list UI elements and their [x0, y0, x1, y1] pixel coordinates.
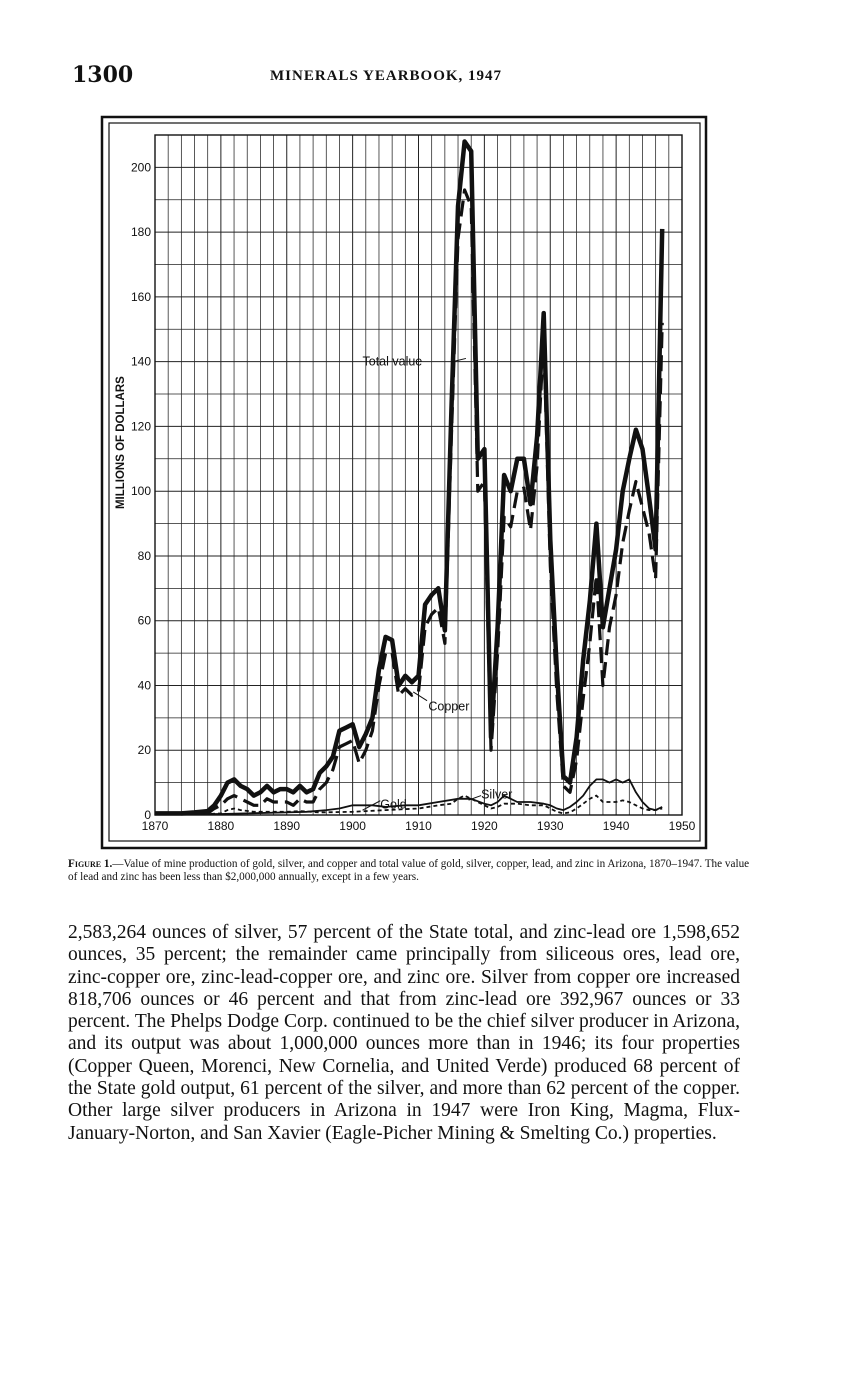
y-axis-label: MILLIONS OF DOLLARS	[115, 376, 127, 510]
y-tick-label: 120	[130, 419, 151, 434]
x-tick-label: 1880	[207, 819, 235, 833]
y-tick-label: 160	[130, 289, 151, 304]
running-title: MINERALS YEARBOOK, 1947	[270, 68, 503, 84]
y-tick-label: 200	[130, 160, 151, 175]
inner-frame	[109, 123, 700, 841]
y-tick-labels	[131, 160, 151, 822]
annotation-copper: Copper	[428, 699, 470, 714]
x-tick-label: 1890	[273, 819, 301, 833]
y-tick-label: 80	[137, 548, 151, 563]
body-paragraph: 2,583,264 ounces of silver, 57 percent of the State total, and zinc-lead ore 1,598,652 ounces, 35 percent; the remainder came principally from siliceous ores, lead ore, zinc-copper ore, zinc-lead-copper ore, and zinc ore. Silver from copper ore increased 818,706 ounces or 46 percent and that from zinc-lead ore 392,967 ounces or 33 percent. The Phelps Dodge Corp. continued to be the chief silver producer in Arizona, and its output was about 1,000,000 ounces more than in 1946; its four properties (Copper Queen, Morenci, New Cornelia, and United Verde) produced 68 percent of the State gold output, 61 percent of the silver, and more than 62 percent of the copper. Other large silver producers in Arizona in 1947 were Iron King, Magma, Flux-January-Norton, and San Xavier (Eagle-Picher Mining & Smelting Co.) properties.	[68, 922, 740, 1144]
y-tick-label: 20	[137, 743, 151, 758]
y-tick-label: 180	[130, 225, 151, 240]
x-tick-label: 1920	[471, 819, 498, 833]
y-tick-label: 140	[130, 354, 151, 369]
x-tick-labels	[142, 819, 696, 833]
annotation-gold: Gold	[380, 797, 407, 812]
series-lines	[155, 142, 662, 815]
annotation-silver: Silver	[481, 787, 513, 802]
annotation-leader	[413, 692, 427, 701]
grid	[155, 135, 682, 815]
figure-caption	[68, 858, 758, 883]
y-tick-label: 100	[130, 484, 151, 499]
series-line-total-value	[155, 142, 662, 814]
outer-frame	[102, 117, 706, 848]
page-number: 1300	[72, 62, 134, 88]
mine-production-chart	[100, 115, 710, 853]
caption-label: Figure 1.	[68, 858, 113, 870]
y-tick-label: 60	[137, 613, 151, 628]
y-tick-label: 0	[144, 808, 151, 822]
x-tick-label: 1900	[339, 819, 366, 833]
x-tick-label: 1930	[536, 819, 564, 833]
y-tick-label: 40	[137, 678, 151, 693]
annotation-total-value: Total value	[362, 354, 423, 369]
x-tick-label: 1950	[668, 819, 696, 833]
x-tick-label: 1870	[141, 819, 169, 833]
x-tick-label: 1940	[602, 819, 630, 833]
caption-text: —Value of mine production of gold, silver, and copper and total value of gold, silver, copper, lead, and zinc in Arizona, 1870–1947. The value of lead and zinc has been less than $2,000,000 annually, except in a few years.	[68, 858, 750, 883]
page-header	[0, 62, 845, 92]
x-tick-label: 1910	[405, 819, 432, 833]
